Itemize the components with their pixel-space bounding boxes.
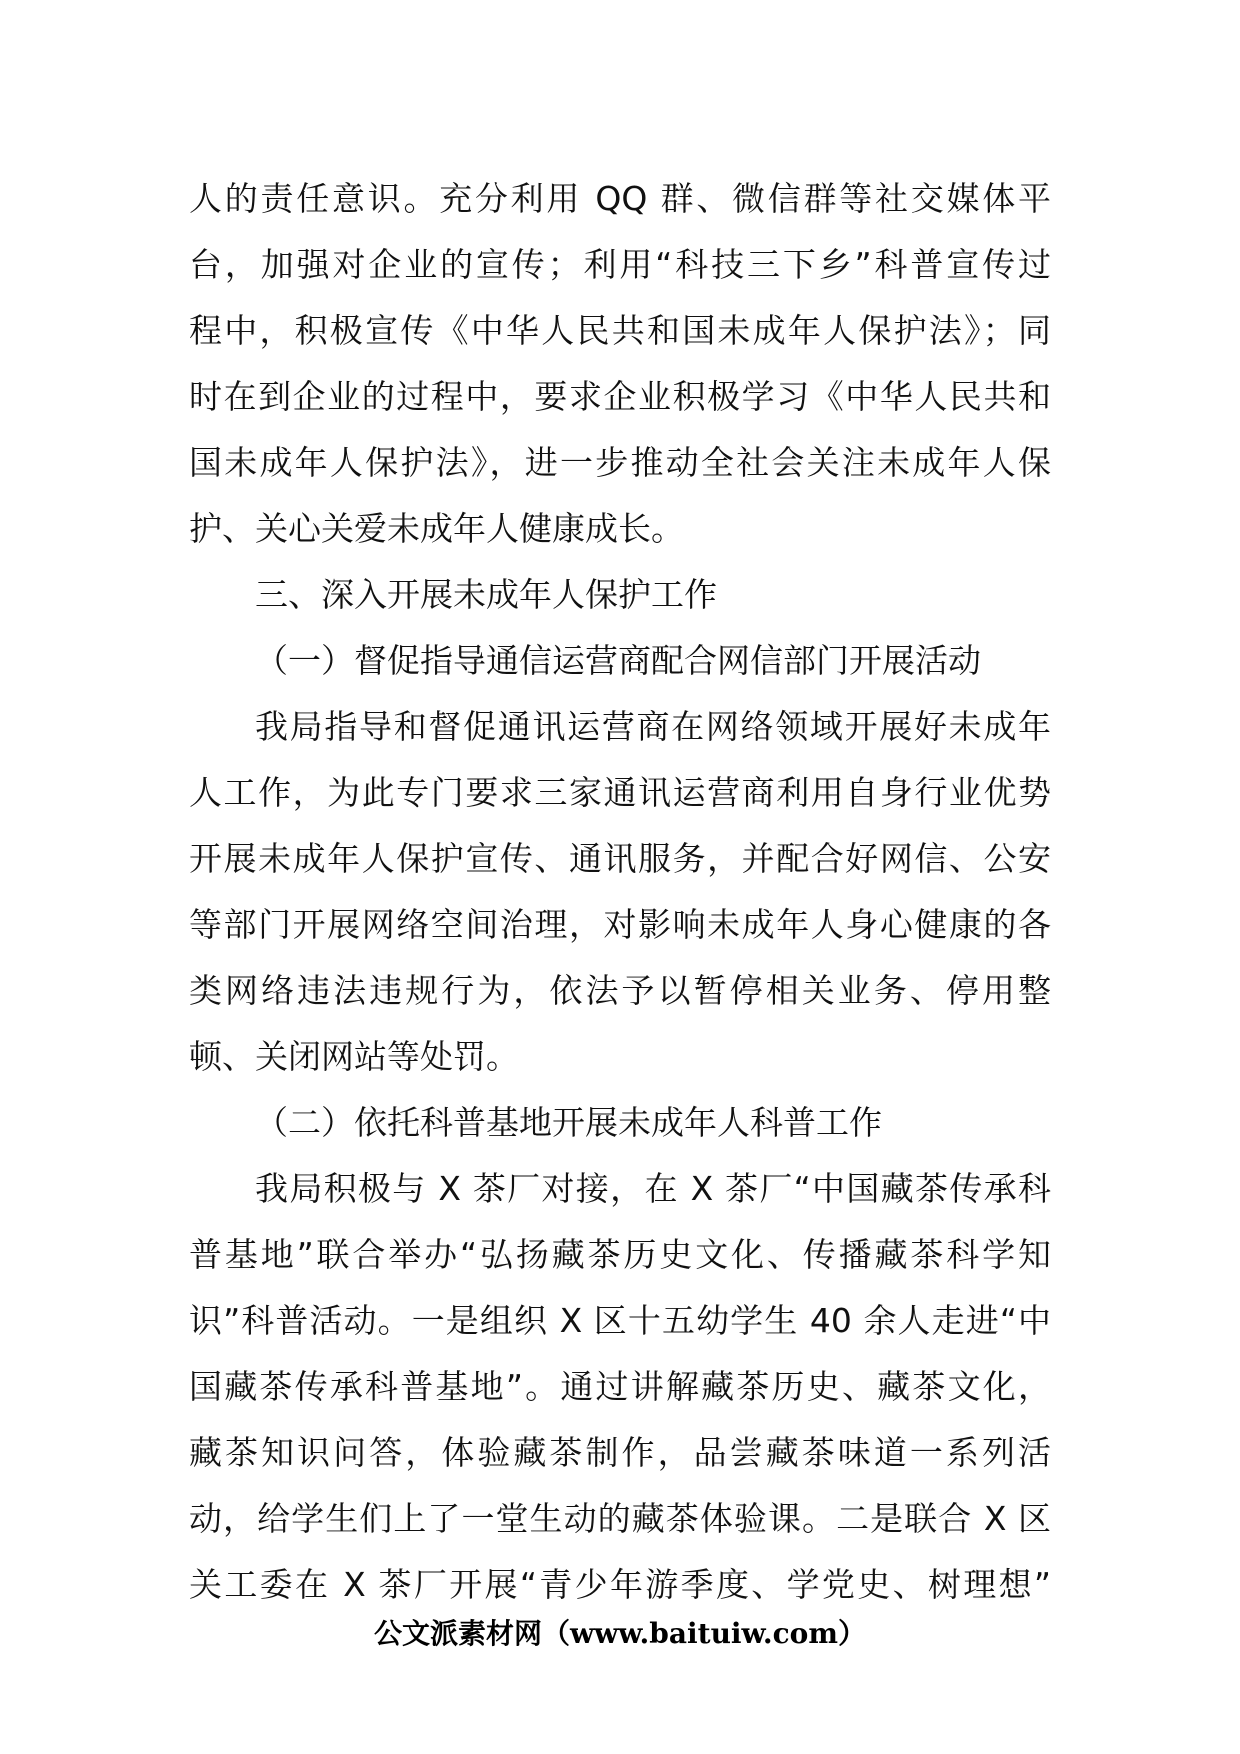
footer-watermark: 公文派素材网（www.baituiw.com） <box>374 1617 866 1650</box>
subsection-heading: （一）督促指导通信运营商配合网信部门开展活动 <box>255 641 981 680</box>
text-line: 普基地”联合举办“弘扬藏茶历史文化、传播藏茶科学知 <box>189 1235 1051 1274</box>
text-line: 我局指导和督促通讯运营商在网络领域开展好未成年 <box>255 707 1051 746</box>
text-line: 我局积极与 X 茶厂对接，在 X 茶厂“中国藏茶传承科 <box>255 1169 1051 1208</box>
text-line: 护、关心关爱未成年人健康成长。 <box>189 509 684 548</box>
text-line: 时在到企业的过程中，要求企业积极学习《中华人民共和 <box>189 377 1051 416</box>
text-line: 国未成年人保护法》，进一步推动全社会关注未成年人保 <box>189 443 1051 482</box>
text-line: 等部门开展网络空间治理，对影响未成年人身心健康的各 <box>189 905 1051 944</box>
text-line: 类网络违法违规行为，依法予以暂停相关业务、停用整 <box>189 971 1051 1010</box>
text-line: 程中，积极宣传《中华人民共和国未成年人保护法》；同 <box>189 311 1051 350</box>
text-line: 人的责任意识。充分利用 QQ 群、微信群等社交媒体平 <box>189 179 1051 218</box>
text-line: 台，加强对企业的宣传；利用“科技三下乡”科普宣传过 <box>189 245 1051 284</box>
subsection-heading: （二）依托科普基地开展未成年人科普工作 <box>255 1103 882 1142</box>
text-line: 国藏茶传承科普基地”。通过讲解藏茶历史、藏茶文化， <box>189 1367 1051 1406</box>
text-line: 开展未成年人保护宣传、通讯服务，并配合好网信、公安 <box>189 839 1051 878</box>
section-heading: 三、深入开展未成年人保护工作 <box>255 575 717 614</box>
text-line: 识”科普活动。一是组织 X 区十五幼学生 40 余人走进“中 <box>189 1301 1051 1340</box>
text-line: 藏茶知识问答，体验藏茶制作，品尝藏茶味道一系列活 <box>189 1433 1051 1472</box>
document-body <box>189 166 1051 1618</box>
text-line: 动，给学生们上了一堂生动的藏茶体验课。二是联合 X 区 <box>189 1499 1051 1538</box>
text-line: 人工作，为此专门要求三家通讯运营商利用自身行业优势 <box>189 773 1051 812</box>
text-line: 顿、关闭网站等处罚。 <box>189 1037 519 1076</box>
text-line: 关工委在 X 茶厂开展“青少年游季度、学党史、树理想” <box>189 1565 1051 1604</box>
